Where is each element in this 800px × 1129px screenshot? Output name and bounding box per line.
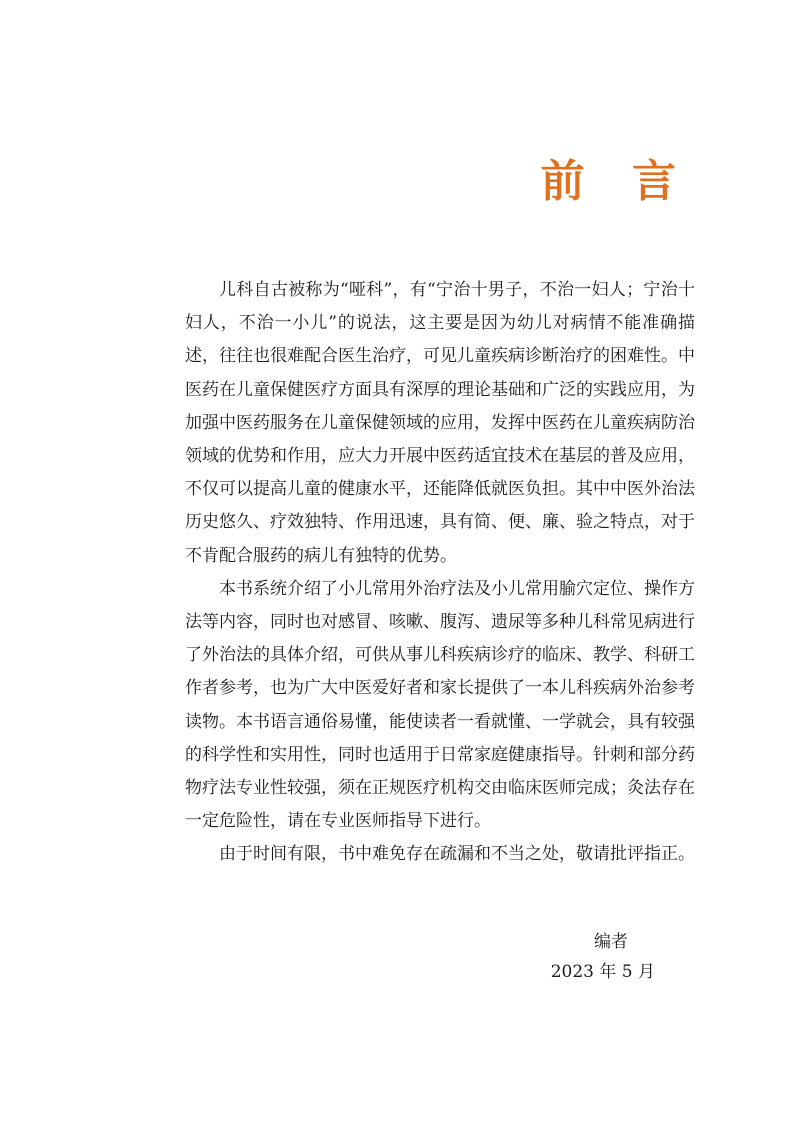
paragraph-2: 本书系统介绍了小儿常用外治疗法及小儿常用腧穴定位、操作方法等内容，同时也对感冒、咳嗽、腹泻、遗尿等多种儿科常见病进行了外治法的具体介绍，可供从事儿科疾病诊疗的临床、教学、科研工作者参考，也为广大中医爱好者和家长提供了一本儿科疾病外治参考读物。本书语言通俗易懂，能使读者一看就懂、一学就会，具有较强的科学性和实用性，同时也适用于日常家庭健康指导。针刺和部分药物疗法专业性较强，须在正规医疗机构交由临床医师完成；灸法存在一定危险性，请在专业医师指导下进行。 bbox=[185, 578, 695, 832]
preface-body bbox=[185, 274, 695, 872]
author-signature: 编者 bbox=[594, 932, 628, 952]
page-title: 前 言 bbox=[540, 156, 692, 207]
paragraph-1: 儿科自古被称为“哑科”，有“宁治十男子，不治一妇人；宁治十妇人，不治一小儿”的说法，这主要是因为幼儿对病情不能准确描述，往往也很难配合医生治疗，可见儿童疾病诊断治疗的困难性。中医药在儿童保健医疗方面具有深厚的理论基础和广泛的实践应用，为加强中医药服务在儿童保健领域的应用，发挥中医药在儿童疾病防治领域的优势和作用，应大力开展中医药适宜技术在基层的普及应用，不仅可以提高儿童的健康水平，还能降低就医负担。其中中医外治法历史悠久、疗效独特、作用迅速，具有简、便、廉、验之特点，对于不肯配合服药的病儿有独特的优势。 bbox=[185, 280, 695, 566]
paragraph-3: 由于时间有限，书中难免存在疏漏和不当之处，敬请批评指正。 bbox=[219, 844, 695, 865]
publication-date: 2023 年 5 月 bbox=[550, 962, 655, 982]
